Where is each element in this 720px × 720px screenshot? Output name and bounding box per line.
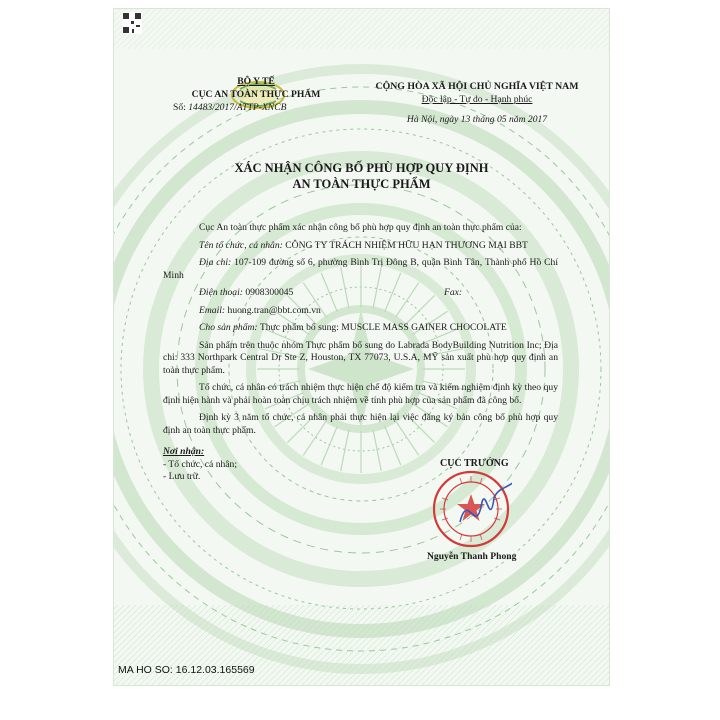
certificate-page xyxy=(113,8,610,686)
title-line-1: XÁC NHẬN CÔNG BỐ PHÙ HỢP QUY ĐỊNH xyxy=(234,161,489,175)
address-label: Địa chỉ: xyxy=(199,257,232,268)
phone-value: 0908300045 xyxy=(245,287,294,298)
recipient-item: - Tổ chức, cá nhân; xyxy=(163,458,238,470)
dossier-code: MA HO SO: 16.12.03.165569 xyxy=(118,664,255,676)
responsibility-paragraph: Tổ chức, cá nhân có trách nhiệm thực hiện chế độ kiểm tra và kiểm nghiệm định kỳ theo quy định hiện hành và phải hoàn toàn chịu trách nhiệm về tính phù hợp của sản phẩm đã công bố. xyxy=(163,382,558,406)
phone-fax-line xyxy=(163,287,558,300)
product-value: Thực phẩm bổ sung: MUSCLE MASS GAINER CHOCOLATE xyxy=(259,322,507,333)
organization-label: Tên tổ chức, cá nhân: xyxy=(199,239,283,251)
phone-label: Điện thoại: xyxy=(199,287,243,298)
renewal-paragraph: Định kỳ 3 năm tổ chức, cá nhân phải thực hiện lại việc đăng ký bản công bố phù hợp quy định an toàn thực phẩm. xyxy=(163,412,558,436)
intro-text: Cục An toàn thực phẩm xác nhận công bố phù hợp quy định an toàn thực phẩm của: xyxy=(199,222,522,233)
document-number-label: Số: xyxy=(173,102,186,113)
country-name: CỘNG HÒA XÃ HỘI CHỦ NGHĨA VIỆT NAM xyxy=(375,81,579,92)
email-label: Email: xyxy=(199,304,226,316)
organization-value: CÔNG TY TRÁCH NHIỆM HỮU HẠN THƯƠNG MẠI BBT xyxy=(285,239,528,251)
address-value: 107-109 đường số 6, phường Bình Trị Đông B, quận Bình Tân, Thành phố Hồ Chí Minh xyxy=(163,257,558,281)
manufacturer-paragraph: Sản phẩm trên thuộc nhóm Thực phẩm bổ sung do Labrada BodyBuilding Nutrition Inc; Địa chỉ: 333 Northpark Central Dr Ste Z, Houston, TX 77073, U.S.A, MỸ sản xuất phù hợp quy định an toàn thực phẩm. xyxy=(163,339,558,376)
recipients-heading: Nơi nhận: xyxy=(163,446,205,457)
document-number-value: 14483/2017/ATTP-XNCB xyxy=(188,102,287,113)
issue-date: Hà Nội, ngày 13 tháng 05 năm 2017 xyxy=(406,114,548,125)
email-line xyxy=(163,305,558,318)
header-right xyxy=(346,81,608,127)
product-line xyxy=(163,322,558,335)
email-value: huong.tran@bbt.com.vn xyxy=(227,304,321,316)
signer-name: Nguyễn Thanh Phong xyxy=(427,551,517,562)
organization-line xyxy=(163,240,558,253)
recipients xyxy=(163,446,313,484)
document-body xyxy=(163,222,558,437)
document-title xyxy=(114,160,609,192)
national-motto: Độc lập - Tự do - Hạnh phúc xyxy=(421,93,533,105)
product-label: Cho sản phẩm: xyxy=(199,322,258,333)
header-left xyxy=(161,76,351,115)
address-line xyxy=(163,257,558,282)
document-number xyxy=(161,102,351,115)
signer-title: CỤC TRƯỞNG xyxy=(440,458,509,469)
department-name: CỤC AN TOÀN THỰC PHẨM xyxy=(191,88,321,100)
official-stamp xyxy=(430,468,512,550)
ministry-name: BỘ Y TẾ xyxy=(237,76,275,87)
title-line-2: AN TOÀN THỰC PHẨM xyxy=(292,177,431,191)
recipient-item: - Lưu trữ. xyxy=(163,471,201,482)
fax-label: Fax: xyxy=(444,287,463,298)
